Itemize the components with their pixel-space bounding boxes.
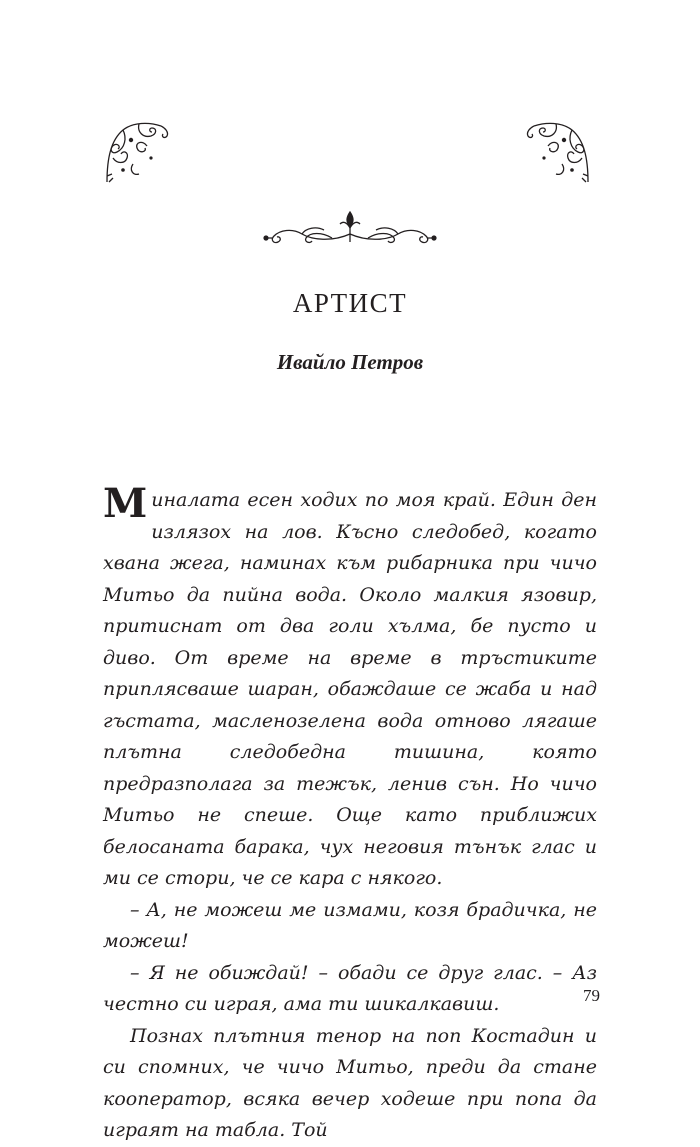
chapter-title: АРТИСТ — [292, 288, 408, 318]
paragraph: – Я не обиждай! – обади се друг глас. – Аз честно си играя, ама ти шикалкавиш. — [103, 961, 597, 1015]
story-text — [103, 480, 597, 1147]
corner-flourish-icon — [520, 118, 592, 186]
paragraph — [103, 480, 597, 895]
paragraph: Познах плътния тенор на поп Костадин и си спомних, че чичо Митьо, преди да стане кооператор, всяка вечер ходеше при попа да играят на табла. Той — [103, 1024, 597, 1141]
chapter-author: Ивайло Петров — [276, 350, 424, 374]
scroll-divider-icon — [262, 208, 438, 248]
paragraph-text: иналата есен ходих по моя край. Един ден излязох на лов. Късно следобед, когато хвана жега, наминах към рибарника при чичо Митьо да пийна вода. Около малкия язовир, притиснат от два голи хълма, бе пусто и диво. От време на време в тръстиките приплясваше шаран, обаждаше се жаба и над гъстата, масленозелена вода отново лягаше плътна следобедна тишина, която предразполага за тежък, ленив сън. Но чичо Митьо не спеше. Още като приближих белосаната барака, чух неговия тънък глас и ми се стори, че се кара с някого. — [103, 489, 597, 889]
drop-cap: М — [103, 480, 148, 527]
corner-flourish-icon — [103, 118, 175, 186]
paragraph: – А, не можеш ме измами, козя брадичка, не можеш! — [103, 898, 597, 952]
page-number: 79 — [583, 986, 600, 1005]
